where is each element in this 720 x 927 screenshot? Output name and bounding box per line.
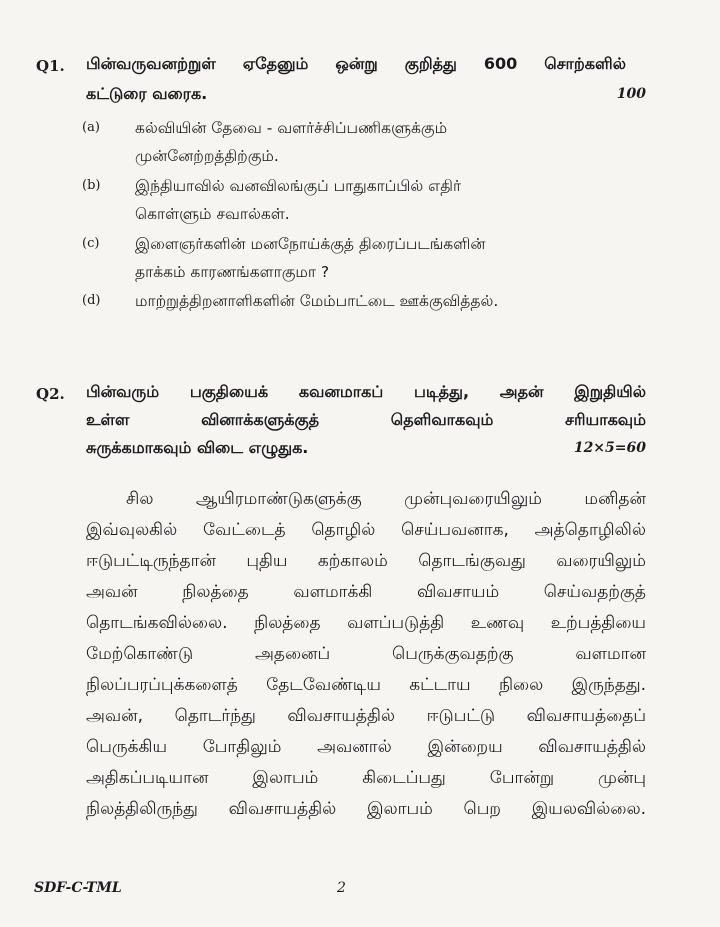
passage-line: தொடங்கவில்லை. நிலத்தை வளப்படுத்தி உணவு உற்பத்தியை <box>86 613 646 633</box>
q1-option-d-line1: மாற்றுத்திறனாளிகளின் மேம்பாட்டை ஊக்குவித்தல். <box>135 292 499 310</box>
q1-prompt-line2: கட்டுரை வரைக. <box>86 84 208 103</box>
q1-option-c-label: (c) <box>82 236 100 251</box>
q1-marks: 100 <box>616 86 646 102</box>
q1-option-a-line1: கல்வியின் தேவை - வளர்ச்சிப்பணிகளுக்கும் <box>135 119 448 137</box>
q1-number: Q1. <box>36 57 65 75</box>
q1-option-c-line2: தாக்கம் காரணங்களாகுமா ? <box>135 263 330 281</box>
paper-code: SDF-C-TML <box>34 880 122 896</box>
q1-option-d-label: (d) <box>82 293 101 308</box>
q2-prompt <box>86 378 646 434</box>
reading-passage <box>86 484 646 825</box>
q1-option-b-line2: கொள்ளும் சவால்கள். <box>135 205 290 223</box>
q1-option-a-label: (a) <box>82 120 100 135</box>
q1-option-b-line1: இந்தியாவில் வனவிலங்குப் பாதுகாப்பில் எதிர் <box>135 177 462 195</box>
q1-option-b-label: (b) <box>82 178 101 193</box>
passage-line: அதிகப்படியான இலாபம் கிடைப்பது போன்று முன்பு <box>86 768 646 788</box>
passage-line: அவன், தொடர்ந்து விவசாயத்தில் ஈடுபட்டு விவசாயத்தைப் <box>86 706 646 726</box>
q2-prompt-line3: சுருக்கமாகவும் விடை எழுதுக. <box>86 438 309 457</box>
passage-line: அவன் நிலத்தை வளமாக்கி விவசாயம் செய்வதற்குத் <box>86 582 646 602</box>
passage-line: இவ்வுலகில் வேட்டைத் தொழில் செய்பவனாக, அத்தொழிலில் <box>86 520 646 540</box>
q2-prompt-line1: பின்வரும் பகுதியைக் கவனமாகப் படித்து, அதன் இறுதியில் <box>86 382 646 401</box>
passage-line: நிலத்திலிருந்து விவசாயத்தில் இலாபம் பெற இயலவில்லை. <box>86 799 646 819</box>
q2-marks: 12×5=60 <box>573 440 646 456</box>
passage-line: பெருக்கிய போதிலும் அவனால் இன்றைய விவசாயத்தில் <box>86 737 646 757</box>
q2-number: Q2. <box>36 385 65 403</box>
q1-option-a-line2: முன்னேற்றத்திற்கும். <box>135 147 279 165</box>
passage-line: ஈடுபட்டிருந்தான் புதிய கற்காலம் தொடங்குவது வரையிலும் <box>86 551 646 571</box>
passage-line: மேற்கொண்டு அதனைப் பெருக்குவதற்கு வளமான <box>86 644 646 664</box>
q1-prompt <box>86 50 626 78</box>
q1-option-c-line1: இளைஞர்களின் மனநோய்க்குத் திரைப்படங்களின் <box>135 235 486 253</box>
passage-line: சில ஆயிரமாண்டுகளுக்கு முன்புவரையிலும் மனிதன் <box>126 489 646 509</box>
page-number: 2 <box>337 880 346 896</box>
q1-prompt-line1: பின்வருவனற்றுள் ஏதேனும் ஒன்று குறித்து 600 சொற்களில் <box>86 54 626 73</box>
q2-prompt-line2: உள்ள வினாக்களுக்குத் தெளிவாகவும் சரியாகவும் <box>86 410 646 429</box>
passage-line: நிலப்பரப்புக்களைத் தேடவேண்டிய கட்டாய நிலை இருந்தது. <box>86 675 646 695</box>
